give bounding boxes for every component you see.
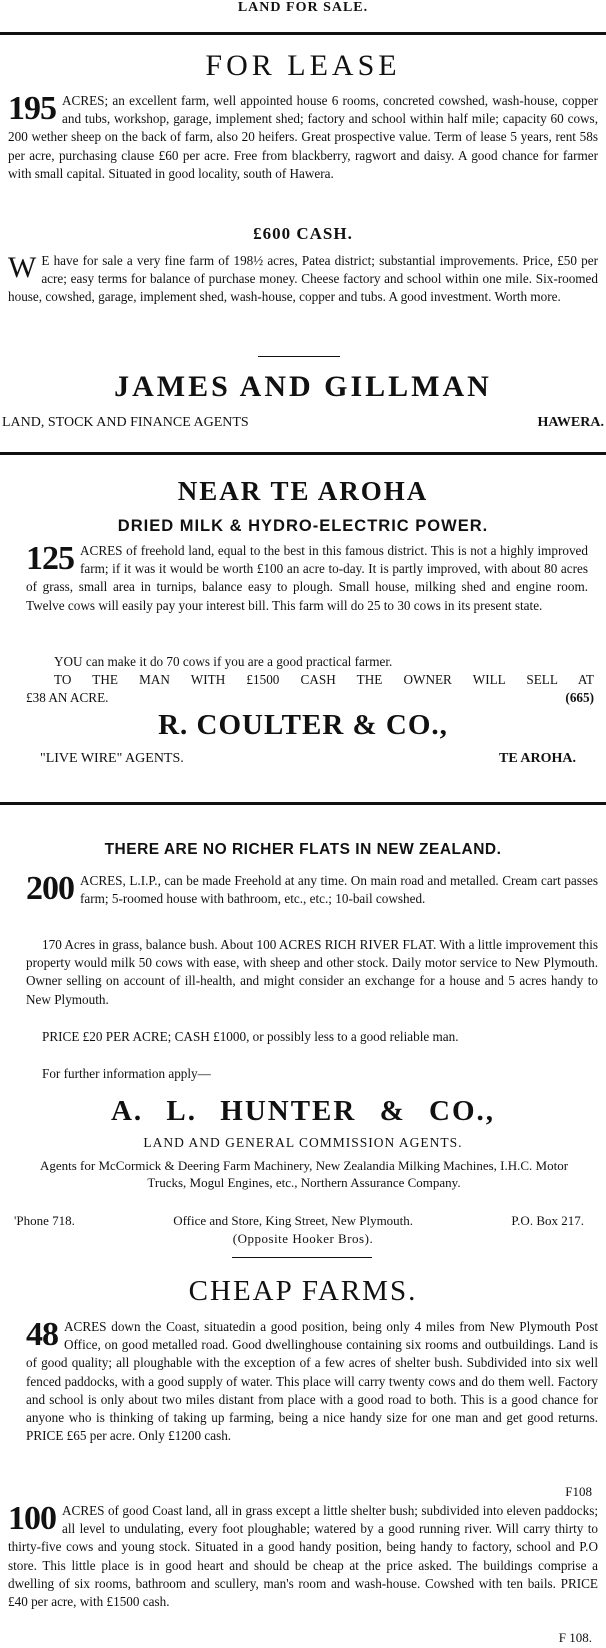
cash-price-line: £600 CASH. (253, 224, 353, 243)
listing-text: ACRES; an excellent farm, well appointed house 6 rooms, concreted cowshed, wash-house, copper and tubs, workshop, garage, implement shed; factory and school within half mile; capacity 60 cows, 200 wether sheep on the back of farm, also 20 heifers. Great prospective value. Term of lease 5 years, rent 58s per acre, purchasing clause £60 per acre. Free from blackberry, ragwort and daisy. A good chance for farmer with small capital. Situated in good locality, south of Hawera. (8, 93, 598, 181)
agent-footer (40, 750, 576, 768)
agent-opposite: (Opposite Hooker Bros). (232, 1231, 374, 1246)
listing-text: ACRES of good Coast land, all in grass except a little shelter bush; subdivided into eleven paddocks; all level to undulating, every foot ploughable; watered by a good running river. Will carry thirty to thirty-five cows and young stock. Situated in a good handy position, being handy to factory, school and P.O store. This little place is in good heart and should be cheap at the price asked. The buildings comprise a dwelling of six rooms, bathroom and scullery, man's room and wash-house. Cowshed with ten bails. PRICE £40 per acre, with £1500 cash. (8, 1503, 598, 1610)
for-lease-title: FOR LEASE (205, 49, 401, 82)
listing-48-acres (26, 1318, 598, 1502)
listing-ref: (665) (565, 690, 594, 705)
agent-note: Agents for McCormick & Deering Farm Machinery, New Zealandia Milking Machines, I.H.C. Motor Trucks, Mogul Engines, etc., Northern Assurance Company. (39, 1158, 569, 1190)
listing-line: TO THE MAN WITH £1500 CASH THE OWNER WILL SELL AT (54, 672, 594, 687)
section-divider (0, 802, 606, 805)
agent-po-box: P.O. Box 217. (511, 1213, 584, 1228)
te-aroha-title: NEAR TE AROHA (177, 476, 429, 506)
agent-description: LAND, STOCK AND FINANCE AGENTS (2, 415, 249, 430)
listing-100-acres (8, 1502, 598, 1648)
listing-number: 200 (26, 872, 74, 907)
agent-office: Office and Store, King Street, New Plymouth. (173, 1213, 414, 1228)
listing-number: 48 (26, 1318, 58, 1353)
short-divider (258, 356, 340, 357)
agent-town: TE AROHA. (498, 751, 576, 766)
listing-number: 100 (8, 1502, 56, 1537)
agent-name: A. L. HUNTER & CO., (110, 1095, 495, 1127)
short-divider (232, 1257, 372, 1258)
listing-195-acres (8, 92, 598, 220)
listing-patea-farm (8, 252, 598, 348)
listing-initial: W (8, 252, 36, 284)
agent-town: HAWERA. (537, 415, 604, 430)
agent-description: "LIVE WIRE" AGENTS. (40, 751, 184, 766)
listing-paragraph: For further information apply— (42, 1066, 211, 1081)
flats-title: THERE ARE NO RICHER FLATS IN NEW ZEALAND. (104, 841, 502, 858)
listing-price: £38 AN ACRE. (26, 690, 109, 705)
agent-phone: 'Phone 718. (14, 1213, 75, 1228)
listing-number: 195 (8, 92, 56, 127)
agent-description: LAND AND GENERAL COMMISSION AGENTS. (143, 1135, 463, 1150)
listing-200-acres (26, 872, 598, 928)
listing-number: 125 (26, 542, 74, 577)
listing-ref: F108 (565, 1484, 592, 1499)
agent-name: R. COULTER & CO., (158, 709, 448, 741)
listing-text: E have for sale a very fine farm of 198½ acres, Patea district; substantial improvements. Price, £50 per acre; easy terms for balance of purchase money. Cheese factory and school within one mile. Six-roomed house, cowshed, garage, implement shed, wash-house, copper and tubs. A good investment. Worth more. (8, 253, 598, 305)
listing-paragraph: 170 Acres in grass, balance bush. About 100 ACRES RICH RIVER FLAT. With a little improvement this property would milk 50 cows with ease, with sheep and other stock. Daily motor service to New Plymouth. Owner selling on account of ill-health, and might consider an exchange for a house and 5 acres handy to New Plymouth. (26, 937, 598, 1007)
listing-ref: F 108. (530, 1630, 592, 1646)
agent-footer (2, 414, 604, 432)
listing-text: ACRES of freehold land, equal to the best in this famous district. This is not a highly improved farm; if it was it would be worth £100 an acre to-day. It is partly improved, with about 80 acres of grass, small area in turnips, balance easy to plough. Small house, milking shed and engine room. Twelve cows will easily pay your interest bill. This farm will do 25 to 30 cows in its present state. (26, 543, 588, 613)
te-aroha-subtitle: DRIED MILK & HYDRO-ELECTRIC POWER. (117, 517, 489, 535)
top-rule (0, 32, 606, 35)
listing-line: YOU can make it do 70 cows if you are a good practical farmer. (54, 654, 393, 669)
cheap-farms-title: CHEAP FARMS. (188, 1275, 418, 1307)
section-divider (0, 452, 606, 455)
listing-text: ACRES, L.I.P., can be made Freehold at any time. On main road and metalled. Cream cart passes farm; 5-roomed house with bathroom, etc., etc.; 10-bail cowshed. (80, 873, 598, 907)
listing-text: ACRES down the Coast, situatedin a good position, being only 4 miles from New Plymouth Post Office, on good metalled road. Good dwellinghouse containing six rooms and outbuildings. Land is of good quality; all ploughable with the exception of a few acres of shelter bush. Subdivided into six well fenced paddocks, with a good supply of water. This place will carry twenty cows and do them well. Factory and school is only about two miles distant from place with a good road to both. This is a good chance for anyone who is thinking of taking up farming, being a nice handy size for one man and get good returns. PRICE £65 per acre. Only £1200 cash. (26, 1319, 598, 1444)
listing-125-acres (26, 542, 588, 650)
agent-name: JAMES AND GILLMAN (114, 370, 492, 403)
section-header: LAND FOR SALE. (237, 0, 369, 15)
listing-paragraph: PRICE £20 PER ACRE; CASH £1000, or possibly less to a good reliable man. (42, 1029, 459, 1044)
agent-contact-row (14, 1212, 584, 1229)
listing-price-row (26, 689, 594, 707)
